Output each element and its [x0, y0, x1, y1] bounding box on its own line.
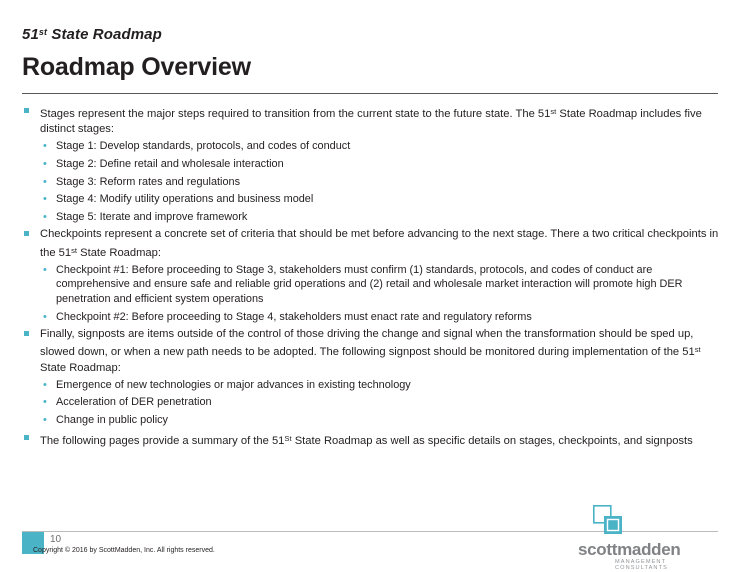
sub-bullet-text: Stage 5: Iterate and improve framework	[56, 210, 248, 223]
square-bullet-icon	[24, 108, 29, 113]
bullet-superscript: st	[694, 345, 701, 355]
square-bullet-icon	[24, 331, 29, 336]
bullet-text-part2: State Roadmap:	[40, 361, 121, 374]
dot-bullet-icon: •	[43, 210, 47, 223]
bullet-text-part2: State Roadmap as well as specific details on stages, checkpoints, and signposts	[291, 434, 693, 447]
square-bullet-icon	[24, 435, 29, 440]
list-item	[40, 192, 722, 207]
dot-bullet-icon: •	[43, 396, 47, 409]
slide-body	[22, 104, 722, 451]
bullet-text-part2: State Roadmap includes five distinct stages:	[40, 108, 702, 136]
square-bullet-icon	[24, 231, 29, 236]
bullet-list	[22, 104, 722, 449]
sub-bullet-text: Checkpoint #1: Before proceeding to Stage 3, stakeholders must confirm (1) standards, protocols, and codes of conduct are comprehensive and ensure safe and reliable grid operations and (2) retail and wholesale market interaction will promote high DER penetration and efficient system operations	[56, 263, 683, 306]
sub-bullet-list	[40, 378, 722, 428]
company-tagline: MANAGEMENT CONSULTANTS	[615, 559, 668, 571]
list-item	[22, 431, 722, 449]
sub-bullet-text: Stage 4: Modify utility operations and business model	[56, 193, 314, 206]
sub-bullet-text: Change in public policy	[56, 414, 169, 427]
eyebrow-text-pre: 51	[22, 26, 39, 43]
list-item	[40, 263, 722, 307]
list-item	[22, 327, 722, 427]
bullet-text-part1: Checkpoints represent a concrete set of criteria that should be met before advancing to the next stage. There a two critical checkpoints in the 51	[40, 228, 719, 259]
list-item	[22, 227, 722, 324]
sub-bullet-list	[40, 139, 722, 224]
bullet-superscript: st	[71, 245, 78, 255]
scottmadden-logo-icon	[593, 505, 623, 535]
dot-bullet-icon: •	[43, 175, 47, 188]
dot-bullet-icon: •	[43, 263, 47, 276]
sub-bullet-text: Stage 3: Reform rates and regulations	[56, 175, 241, 188]
list-item	[22, 104, 722, 224]
page-title: Roadmap Overview	[22, 53, 251, 81]
sub-bullet-text: Checkpoint #2: Before proceeding to Stage 4, stakeholders must enact rate and regulatory reforms	[56, 310, 532, 323]
eyebrow-text-post: State Roadmap	[47, 26, 162, 43]
list-item	[40, 395, 722, 410]
title-divider	[22, 93, 718, 94]
bullet-text-part1: The following pages provide a summary of the 51	[40, 434, 285, 447]
sub-bullet-text: Stage 2: Define retail and wholesale interaction	[56, 158, 284, 171]
bullet-superscript: st	[550, 107, 557, 116]
copyright-notice: Copyright © 2016 by ScottMadden, Inc. All rights reserved.	[33, 547, 215, 554]
list-item	[40, 210, 722, 225]
page-number: 10	[50, 534, 62, 545]
list-item	[40, 175, 722, 190]
sub-bullet-text: Emergence of new technologies or major advances in existing technology	[56, 378, 411, 391]
bullet-text-part1: Finally, signposts are items outside of the control of those driving the change and signal when the transformation should be sped up, slowed down, or when a new path needs to be adopted. The following signpost should be monitored during implementation of the 51	[40, 328, 695, 359]
eyebrow-superscript: st	[38, 26, 48, 37]
sub-bullet-text: Stage 1: Develop standards, protocols, and codes of conduct	[56, 140, 351, 153]
sub-bullet-text: Acceleration of DER penetration	[56, 396, 212, 409]
list-item	[40, 310, 722, 325]
dot-bullet-icon: •	[43, 140, 47, 153]
dot-bullet-icon: •	[43, 378, 47, 391]
company-name: scottmadden	[578, 540, 681, 559]
slide-eyebrow	[22, 26, 162, 43]
list-item	[40, 413, 722, 428]
dot-bullet-icon: •	[43, 310, 47, 323]
list-item	[40, 157, 722, 172]
dot-bullet-icon: •	[43, 193, 47, 206]
bullet-superscript: St	[284, 433, 292, 443]
bullet-text-part1: Stages represent the major steps required to transition from the current state to the future state. The 51	[40, 108, 551, 121]
dot-bullet-icon: •	[43, 158, 47, 171]
list-item	[40, 378, 722, 393]
dot-bullet-icon: •	[43, 414, 47, 427]
list-item	[40, 139, 722, 154]
sub-bullet-list	[40, 263, 722, 324]
bullet-text-part2: State Roadmap:	[77, 246, 161, 259]
